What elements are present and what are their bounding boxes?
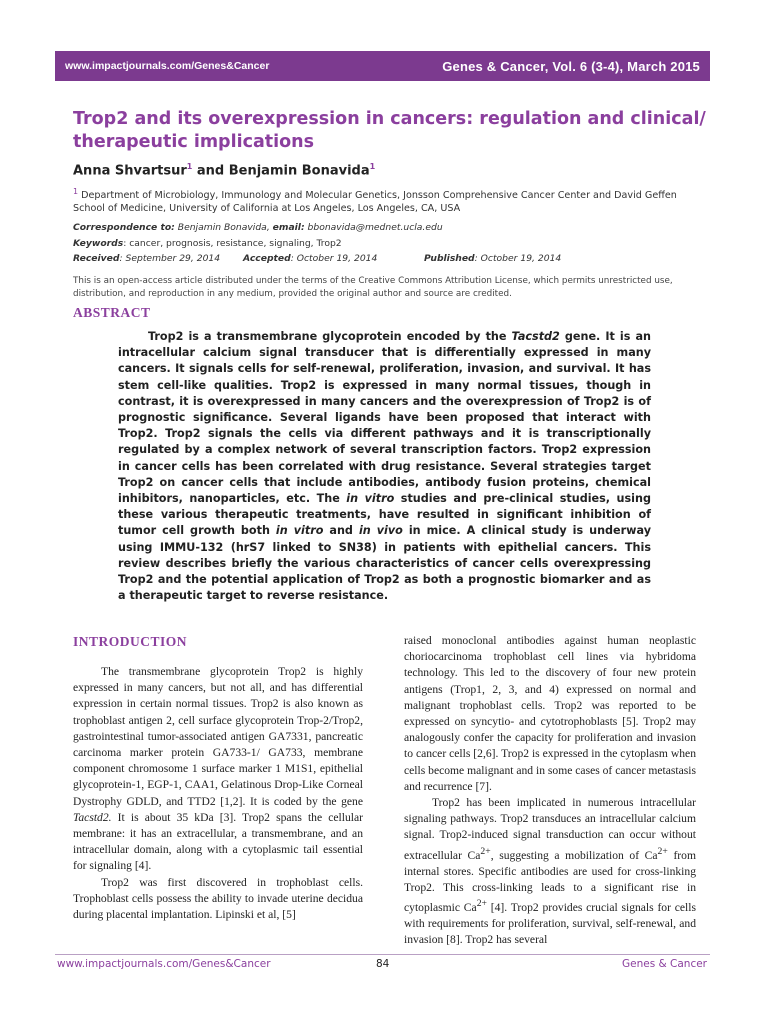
correspondence-line	[73, 222, 713, 233]
affiliation	[73, 185, 703, 215]
received-date: : September 29, 2014	[119, 253, 221, 264]
header-url[interactable]: www.impactjournals.com/Genes&Cancer	[65, 60, 270, 72]
affiliation-mark: 1	[73, 187, 79, 196]
affiliation-text: Department of Microbiology, Immunology and Molecular Genetics, Jonsson Comprehensive Cancer Center and David Geffen School of Medicine, University of California at Los Angeles, Los Angeles, CA, USA	[73, 190, 677, 215]
body-column-right	[404, 633, 696, 949]
accepted-date: : October 19, 2014	[290, 253, 378, 264]
correspondence-name: Benjamin Bonavida,	[174, 222, 273, 233]
header-journal-citation: Genes & Cancer, Vol. 6 (3-4), March 2015	[442, 58, 700, 74]
footer-url[interactable]: www.impactjournals.com/Genes&Cancer	[57, 958, 271, 970]
published-date: : October 19, 2014	[474, 253, 562, 264]
introduction-heading: INTRODUCTION	[73, 634, 188, 649]
article-title: Trop2 and its overexpression in cancers: regulation and clinical/ therapeutic implications	[73, 109, 706, 152]
keywords-line	[73, 238, 713, 249]
correspondence-email[interactable]: bbonavida@mednet.ucla.edu	[304, 222, 443, 233]
dates-line	[73, 253, 713, 267]
keywords-text: : cancer, prognosis, resistance, signaling, Trop2	[123, 238, 342, 249]
license-statement: This is an open-access article distributed under the terms of the Creative Commons Attribution License, which permits unrestricted use, distribution, and reproduction in any medium, provided the original author and source are credited.	[73, 276, 673, 299]
page-footer	[57, 958, 707, 974]
abstract-heading: ABSTRACT	[73, 305, 151, 320]
paragraph: Trop2 was first discovered in trophoblast cells. Trophoblast cells possess the ability to invade uterine decidua during placental implantation. Lipinski et al, [5]	[73, 875, 363, 922]
accepted-label: Accepted	[243, 253, 291, 264]
email-label: email:	[272, 222, 305, 233]
footer-journal: Genes & Cancer	[621, 958, 707, 970]
paragraph: The transmembrane glycoprotein Trop2 is highly expressed in many cancers, but not all, and has differential expression in certain normal tissues. Trop2 is also known as trophoblast antigen 2, cell surface glycoprotein Trop-2/Trop2, gastrointestinal tumor-associated antigen GA7331, pancreatic carcinoma marker protein GA733-1/ GA733, membrane component chromosome 1 surface marker 1 M1S1, epithelial glycoprotein-1, EGP-1, CAA1, Gelatinous Drop-Like Corneal Dystrophy GDLD, and TTD2 [1,2]. It is coded by the gene Tacstd2. It is about 35 kDa [3]. Trop2 spans the cellular membrane: it has an extracellular, a transmembrane, and an intracellular domain, along with a cytoplasmic tail essential for signaling [4].	[73, 665, 363, 873]
body-column-left	[73, 664, 363, 923]
author-list	[73, 162, 375, 178]
abstract-body: Trop2 is a transmembrane glycoprotein encoded by the Tacstd2 gene. It is an intracellular calcium signal transducer that is differentially expressed in many cancers. It signals cells for self-renewal, proliferation, invasion, and survival. It has stem cell-like qualities. Trop2 is expressed in many normal tissues, though in contrast, it is overexpressed in many cancers and the overexpression of Trop2 is of prognostic significance. Several ligands have been proposed that interact with Trop2. Trop2 signals the cells via different pathways and it is transcriptionally regulated by a complex network of several transcription factors. Trop2 expression in cancer cells has been correlated with drug resistance. Several strategies target Trop2 on cancer cells that include antibodies, antibody fusion proteins, chemical inhibitors, nanoparticles, etc. The in vitro studies and pre-clinical studies, using these various therapeutic treatments, have resulted in significant inhibition of tumor cell growth both in vitro and in vivo in mice. A clinical study is underway using IMMU-132 (hrS7 linked to SN38) in patients with epithelial cancers. This review describes briefly the various characteristics of cancer cells overexpressing Trop2 and the potential application of Trop2 as both a prognostic biomarker and as a therapeutic target to reverse resistance.	[118, 330, 651, 603]
author-name: Benjamin Bonavida	[228, 163, 370, 179]
author-join: and	[192, 163, 229, 179]
published-label: Published	[424, 253, 475, 264]
author-name: Anna Shvartsur	[73, 163, 187, 179]
affiliation-mark: 1	[369, 162, 376, 171]
page-number: 84	[376, 958, 390, 970]
paragraph: raised monoclonal antibodies against human neoplastic choriocarcinoma trophoblast cell lines via hybridoma technology. This led to the discovery of four new protein antigens (Trop1, 2, 3, and 4) expressed on normal and malignant trophoblast cells. Trop2 was reported to be expressed on syncytio- and cytotrophoblasts [5]. Trop2 may analogously confer the capacity for proliferation and invasion to cancer cells [2,6]. Trop2 is expressed in the cytoplasm when cells become malignant and in some cases of cancer metastasis and recurrence [7].	[404, 634, 696, 793]
journal-header-banner	[55, 51, 710, 81]
keywords-label: Keywords	[73, 238, 124, 249]
affiliation-mark: 1	[186, 162, 193, 171]
footer-divider	[55, 954, 710, 955]
paragraph: Trop2 has been implicated in numerous intracellular signaling pathways. Trop2 transduces an intracellular calcium signal. Trop2-induced signal transduction can occur without extracellular $Ca^{2+}$, suggesting a mobilization of $Ca^{2+}$ from internal stores. Specific antibodies are used for cross-linking Trop2. This cross-linking leads to a significant rise in cytoplasmic $Ca^{2+}$ [4]. Trop2 provides crucial signals for cells with requirements for proliferation, survival, self-renewal, and invasion [8]. Trop2 has several	[404, 796, 696, 947]
received-label: Received	[73, 253, 120, 264]
correspondence-label: Correspondence to:	[73, 222, 175, 233]
